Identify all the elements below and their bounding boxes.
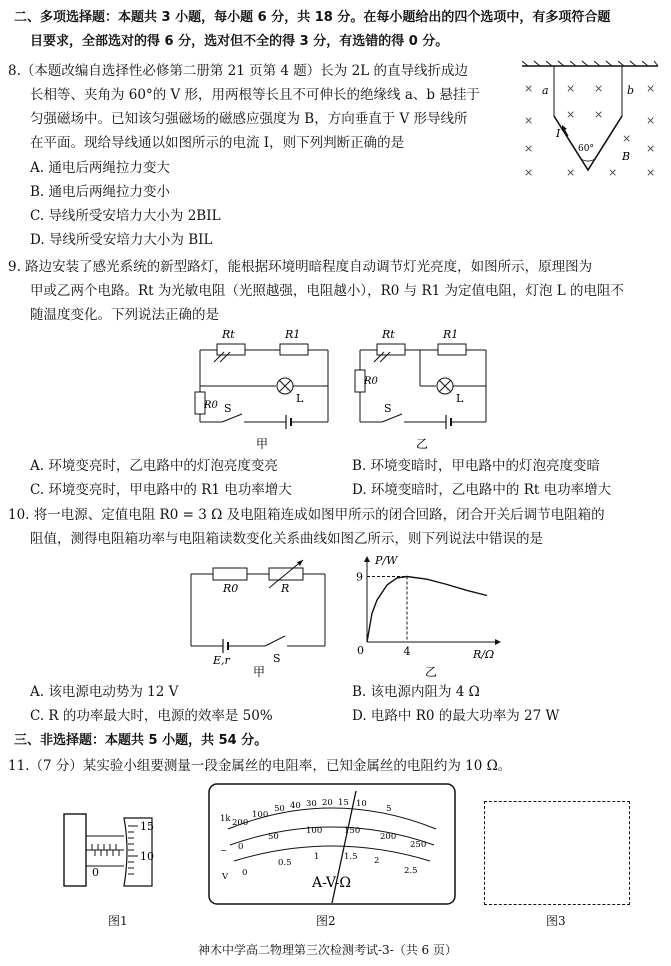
q8-option-d: D. 导线所受安培力大小为 BIL xyxy=(30,232,213,248)
multimeter-figure xyxy=(208,783,458,908)
q9-circuit-jia xyxy=(190,322,340,450)
svg-text:5: 5 xyxy=(386,804,392,814)
svg-text:0: 0 xyxy=(238,842,244,852)
svg-text:~: ~ xyxy=(220,846,228,856)
svg-text:×: × xyxy=(566,82,576,95)
section2-heading: 二、多项选择题：本题共 3 小题，每小题 6 分，共 18 分。在每小题给出的四个选项中，有多项符合题 xyxy=(14,10,611,25)
label-jia: 甲 xyxy=(256,437,269,451)
q8-stem-line2: 长相等、夹角为 60°的 V 形，用两根等长且不可伸长的绝缘线 a、b 悬挂于 xyxy=(30,87,480,103)
q10-option-c: C. R 的功率最大时，电源的效率是 50% xyxy=(30,708,273,724)
label-rt: Rt xyxy=(222,328,235,341)
thimble-tick-10: 10 xyxy=(140,850,154,863)
origin-label: 0 xyxy=(357,644,364,657)
label-b: b xyxy=(627,84,635,97)
svg-text:10: 10 xyxy=(356,799,367,809)
q10-stem-line1: 10. 将一电源、定值电阻 R0 = 3 Ω 及电阻箱连成如图甲所示的闭合回路，闭合开关后调节电阻箱的 xyxy=(8,507,605,523)
svg-text:×: × xyxy=(646,166,656,179)
label-er: E,r xyxy=(213,654,230,667)
q8-stem-line3: 匀强磁场中。已知该匀强磁场的磁感应强度为 B，方向垂直于 V 形导线所 xyxy=(30,111,468,127)
svg-text:50: 50 xyxy=(268,832,279,842)
micrometer-figure xyxy=(62,800,172,910)
switch-s xyxy=(382,414,402,422)
svg-text:1: 1 xyxy=(314,852,320,862)
svg-text:100: 100 xyxy=(306,826,323,836)
label-r: R xyxy=(281,582,290,595)
svg-text:×: × xyxy=(524,82,534,95)
resistor-rt xyxy=(377,344,405,355)
q8-option-c: C. 导线所受安培力大小为 2BIL xyxy=(30,208,221,224)
q8-stem-line4: 在平面。现给导线通以如图所示的电流 I，则下列判断正确的是 xyxy=(30,135,405,151)
q9-option-b: B. 环境变暗时，甲电路中的灯泡亮度变暗 xyxy=(352,458,601,474)
label-r1: R1 xyxy=(285,328,301,341)
label-yi: 乙 xyxy=(425,665,438,679)
x-axis-label: R/Ω xyxy=(473,648,495,661)
section2-heading-cont: 目要求，全部选对的得 6 分，选对但不全的得 3 分，有选错的得 0 分。 xyxy=(30,34,449,49)
svg-text:1.5: 1.5 xyxy=(344,852,358,862)
label-yi: 乙 xyxy=(416,437,429,451)
q10-option-b: B. 该电源内阻为 4 Ω xyxy=(352,684,480,700)
figure3-caption: 图3 xyxy=(546,914,566,928)
q9-circuit-yi xyxy=(350,322,500,450)
label-r0: R0 xyxy=(204,400,218,411)
svg-text:×: × xyxy=(566,166,576,179)
svg-text:×: × xyxy=(524,114,534,127)
section3-heading: 三、非选择题：本题共 5 小题，共 54 分。 xyxy=(14,733,268,748)
q8-v-wire-figure xyxy=(518,58,663,183)
switch-s xyxy=(265,636,285,646)
label-s: S xyxy=(224,402,232,415)
svg-text:×: × xyxy=(594,82,604,95)
q9-option-d: D. 环境变暗时，乙电路中的 Rt 电功率增大 xyxy=(352,482,612,498)
svg-text:150: 150 xyxy=(344,826,361,836)
svg-text:×: × xyxy=(524,142,534,155)
power-curve xyxy=(367,577,487,643)
svg-text:30: 30 xyxy=(306,799,317,809)
q8-option-b: B. 通电后两绳拉力变小 xyxy=(30,184,171,200)
figure1-caption: 图1 xyxy=(108,914,128,928)
svg-text:20: 20 xyxy=(322,798,333,808)
q10-stem-line2: 阻值，测得电阻箱功率与电阻箱读数变化关系曲线如图乙所示，则下列说法中错误的是 xyxy=(30,531,543,547)
resistor-r1 xyxy=(280,344,308,355)
svg-text:×: × xyxy=(524,166,534,179)
label-r0: R0 xyxy=(223,582,239,595)
q8-stem-line1: 8.（本题改编自选择性必修第二册第 21 页第 4 题）长为 2L 的直导线折成边 xyxy=(8,63,468,79)
label-l: L xyxy=(456,392,464,405)
svg-text:40: 40 xyxy=(290,801,301,811)
meter-brand: A-V-Ω xyxy=(312,875,351,891)
q10-circuit-jia xyxy=(185,556,335,678)
svg-text:200: 200 xyxy=(380,832,397,842)
label-a: a xyxy=(542,84,549,97)
figure3-blank-box xyxy=(484,801,630,905)
sleeve-tick-0: 0 xyxy=(92,866,99,879)
x-tick-label: 4 xyxy=(403,645,411,658)
svg-text:×: × xyxy=(608,166,618,179)
svg-text:V: V xyxy=(222,872,229,882)
q8-option-a: A. 通电后两绳拉力变大 xyxy=(30,160,170,176)
svg-text:100: 100 xyxy=(252,810,269,820)
y-axis-label: P/W xyxy=(375,554,398,567)
svg-text:2: 2 xyxy=(374,856,380,866)
q11-stem-line1: 11.（7 分）某实验小组要测量一段金属丝的电阻率，已知金属丝的电阻约为 10 Ω。 xyxy=(8,758,512,774)
svg-text:2.5: 2.5 xyxy=(404,866,418,876)
resistor-r0 xyxy=(213,568,247,580)
v-wire xyxy=(554,116,622,170)
label-rt: Rt xyxy=(382,328,395,341)
label-s: S xyxy=(384,402,392,415)
label-l: L xyxy=(296,392,304,405)
q10-option-a: A. 该电源电动势为 12 V xyxy=(30,684,179,700)
resistor-r1 xyxy=(438,344,466,355)
svg-text:×: × xyxy=(646,142,656,155)
figure2-caption: 图2 xyxy=(316,914,336,928)
y-tick-label: 9 xyxy=(356,570,363,584)
q9-option-a: A. 环境变亮时，乙电路中的灯泡亮度变亮 xyxy=(30,458,278,474)
svg-text:×: × xyxy=(622,132,632,145)
svg-text:0.5: 0.5 xyxy=(278,858,292,868)
svg-text:×: × xyxy=(594,108,604,121)
q9-stem-line1: 9. 路边安装了感光系统的新型路灯，能根据环境明暗程度自动调节灯光亮度，如图所示，原理图为 xyxy=(8,259,593,275)
label-field: B xyxy=(622,150,631,163)
label-jia: 甲 xyxy=(253,665,266,679)
q9-option-c: C. 环境变亮时，甲电路中的 R1 电功率增大 xyxy=(30,482,292,498)
svg-text:0: 0 xyxy=(242,868,248,878)
svg-text:×: × xyxy=(646,114,656,127)
page-footer: 神木中学高二物理第三次检测考试-3-（共 6 页） xyxy=(198,943,458,957)
q10-option-d: D. 电路中 R0 的最大功率为 27 W xyxy=(352,708,560,724)
switch-s xyxy=(222,414,242,422)
svg-text:200: 200 xyxy=(232,818,249,828)
svg-text:250: 250 xyxy=(410,840,427,850)
label-r0: R0 xyxy=(364,376,378,387)
q9-stem-line2: 甲或乙两个电路。Rt 为光敏电阻（光照越强，电阻越小），R0 与 R1 为定值电阻，灯泡 L 的电阻不 xyxy=(30,283,625,299)
svg-text:×: × xyxy=(566,108,576,121)
svg-text:1k: 1k xyxy=(220,814,231,824)
svg-text:50: 50 xyxy=(274,804,285,814)
svg-text:15: 15 xyxy=(338,798,349,808)
svg-text:×: × xyxy=(646,82,656,95)
q9-stem-line3: 随温度变化。下列说法正确的是 xyxy=(30,307,219,323)
resistor-rt xyxy=(217,344,245,355)
label-r1: R1 xyxy=(443,328,459,341)
thimble-tick-15: 15 xyxy=(140,820,154,833)
label-angle: 60° xyxy=(578,144,594,154)
label-s: S xyxy=(273,652,281,665)
q10-power-graph xyxy=(345,550,505,680)
label-current: I xyxy=(556,127,561,140)
